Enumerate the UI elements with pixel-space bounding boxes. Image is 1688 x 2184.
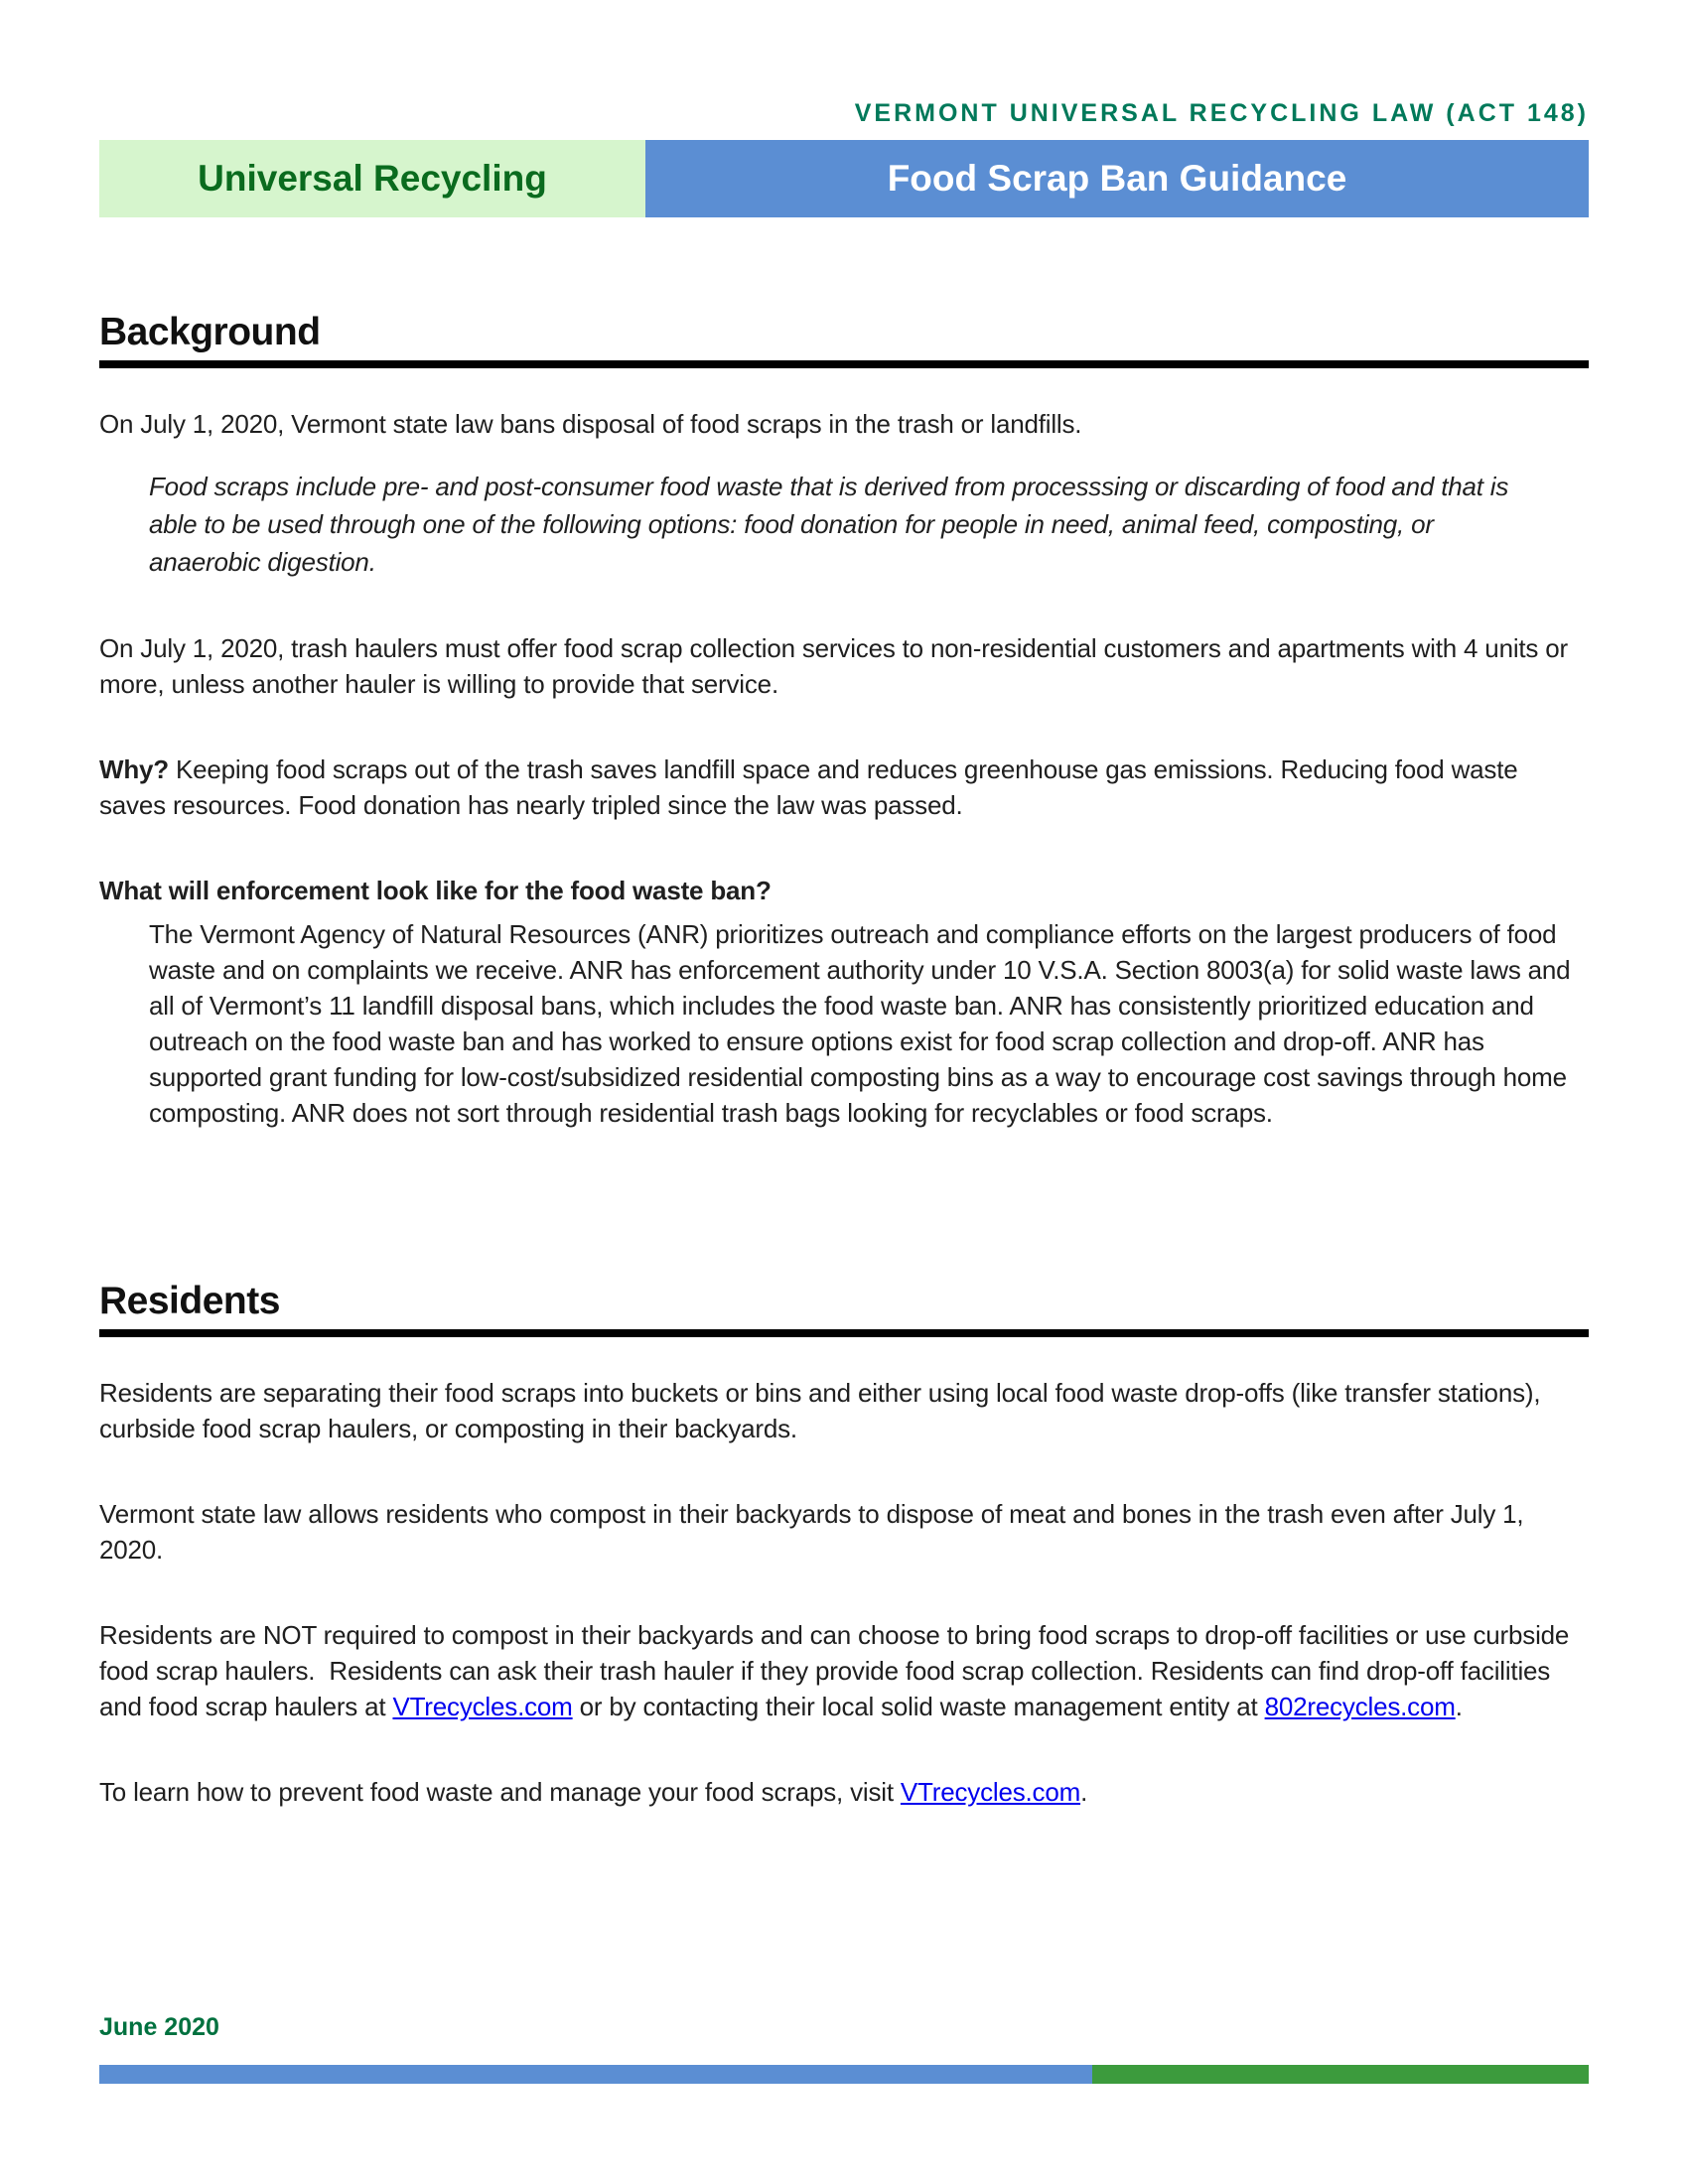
section-heading-residents: Residents bbox=[99, 1280, 1589, 1337]
background-definition-food-scraps: Food scraps include pre- and post-consumer food waste that is derived from processsing or discarding of food and that is able to be used through one of the following options: food donation for people in need, animal feed, composting, or anaerobic digestion. bbox=[149, 472, 1509, 577]
background-paragraph-ban: On July 1, 2020, Vermont state law bans disposal of food scraps in the trash or landfills. bbox=[99, 409, 1082, 439]
section-heading-background: Background bbox=[99, 311, 1589, 368]
enforcement-question-heading: What will enforcement look like for the food waste ban? bbox=[99, 876, 772, 905]
title-banner bbox=[99, 140, 1589, 217]
footer-bar bbox=[99, 2065, 1589, 2084]
footer-date: June 2020 bbox=[99, 2013, 219, 2041]
footer-bar-green-segment bbox=[1092, 2065, 1589, 2084]
residents-paragraph-meat-bones: Vermont state law allows residents who compost in their backyards to dispose of meat and bones in the trash even after July 1, 2020. bbox=[99, 1499, 1524, 1565]
residents-dropoff-text-2: or by contacting their local solid waste management entity at bbox=[572, 1692, 1265, 1721]
learn-more-text-1: To learn how to prevent food waste and manage your food scraps, visit bbox=[99, 1777, 901, 1807]
link-802recycles[interactable]: 802recycles.com bbox=[1264, 1692, 1456, 1721]
document-content bbox=[99, 0, 1589, 1810]
background-paragraph-why bbox=[99, 751, 1589, 823]
link-vtrecycles-dropoff[interactable]: VTrecycles.com bbox=[392, 1692, 573, 1721]
why-text: Keeping food scraps out of the trash saves landfill space and reduces greenhouse gas emissions. Reducing food waste saves resources. Food donation has nearly tripled since the law was passed. bbox=[99, 754, 1518, 820]
link-vtrecycles-learn-more[interactable]: VTrecycles.com bbox=[900, 1777, 1081, 1807]
why-label: Why? bbox=[99, 754, 169, 784]
residents-paragraph-dropoff bbox=[99, 1617, 1589, 1724]
learn-more-text-2: . bbox=[1080, 1777, 1088, 1807]
enforcement-answer-paragraph: The Vermont Agency of Natural Resources (ANR) prioritizes outreach and compliance efforts on the largest producers of food waste and on complaints we receive. ANR has enforcement authority under 10 V.S.A. Section 8003(a) for solid waste laws and all of Vermont’s 11 landfill disposal bans, which includes the food waste ban. ANR has consistently prioritized education and outreach on the food waste ban and has worked to ensure options exist for food scrap collection and drop-off. ANR has supported grant funding for low-cost/subsidized residential composting bins as a way to encourage cost savings through home composting. ANR does not sort through residential trash bags looking for recyclables or food scraps. bbox=[149, 919, 1571, 1128]
banner-universal-recycling: Universal Recycling bbox=[99, 140, 645, 217]
banner-food-scrap-ban-guidance: Food Scrap Ban Guidance bbox=[645, 140, 1589, 217]
footer-bar-blue-segment bbox=[99, 2065, 1092, 2084]
background-paragraph-haulers: On July 1, 2020, trash haulers must offer food scrap collection services to non-residential customers and apartments with 4 units or more, unless another hauler is willing to provide that service. bbox=[99, 633, 1568, 699]
residents-paragraph-learn-more bbox=[99, 1774, 1589, 1810]
residents-dropoff-text-1: Residents are NOT required to compost in their backyards and can choose to bring food scraps to drop-off facilities or use curbside food scrap haulers. Residents can ask their trash hauler if they provide food scrap collection. Residents can find drop-off facilities and food scrap haulers at bbox=[99, 1620, 1577, 1721]
eyebrow-title: VERMONT UNIVERSAL RECYCLING LAW (ACT 148) bbox=[854, 99, 1589, 127]
residents-dropoff-text-3: . bbox=[1455, 1692, 1463, 1721]
residents-paragraph-separating: Residents are separating their food scraps into buckets or bins and either using local food waste drop-offs (like transfer stations), curbside food scrap haulers, or composting in their backyards. bbox=[99, 1378, 1541, 1443]
